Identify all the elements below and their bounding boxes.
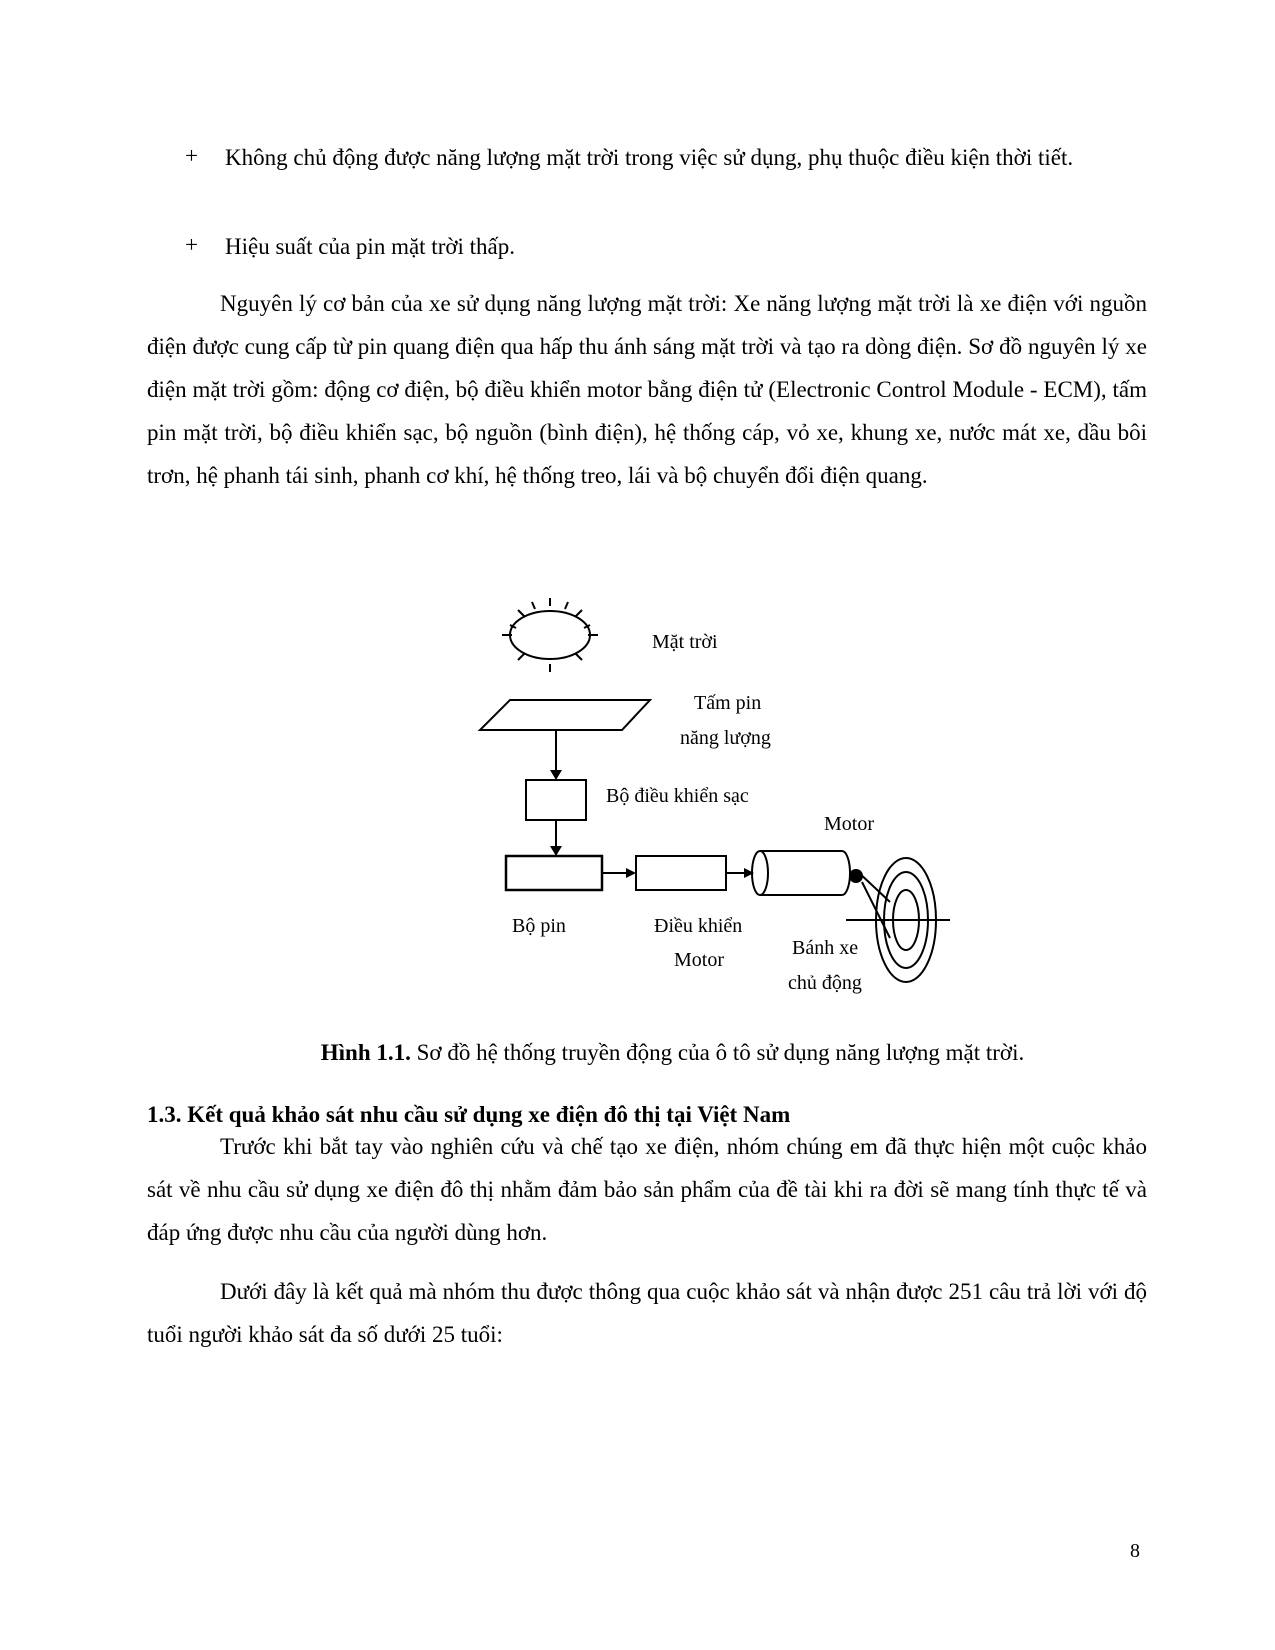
figure-caption [0,1040,1275,1066]
bullet-text-weather: Không chủ động được năng lượng mặt trời trong việc sử dụng, phụ thuộc điều kiện thời tiết. [225,145,1074,170]
page-number: 8 [1130,1540,1140,1562]
arrow-battery-to-controller [626,868,636,878]
charger-label: Bộ điều khiển sạc [606,785,749,807]
controller-label-line1: Điều khiển [654,915,743,937]
figure-caption-text: Sơ đồ hệ thống truyền động của ô tô sử dụng năng lượng mặt trời. [410,1040,1025,1065]
section-heading: 1.3. Kết quả khảo sát nhu cầu sử dụng xe điện đô thị tại Việt Nam [147,1102,791,1127]
bullet-marker: + [185,143,198,168]
motor-cylinder [752,851,850,895]
battery-label: Bộ pin [512,915,566,937]
panel-label-line2: năng lượng [680,727,771,749]
arrow-panel-to-charger [550,770,562,780]
sun-icon [502,598,598,672]
controller-label-line2: Motor [674,949,724,971]
solar-panel-shape [480,700,650,730]
battery-box [506,856,602,890]
sun-label: Mặt trời [652,631,718,653]
bullet-marker: + [185,232,198,257]
wheel-label-line1: Bánh xe [792,937,859,959]
controller-box [636,856,726,890]
charger-box [526,780,586,820]
wheel-label-line2: chủ động [788,972,862,994]
arrow-charger-to-battery [550,846,562,856]
principle-paragraph: Nguyên lý cơ bản của xe sử dụng năng lượng mặt trời: Xe năng lượng mặt trời là xe điện với nguồn điện được cung cấp từ pin quang điện qua hấp thu ánh sáng mặt trời và tạo ra dòng điện. Sơ đồ nguyên lý xe điện mặt trời gồm: động cơ điện, bộ điều khiển motor bằng điện tử (Electronic Control Module - ECM), tấm pin mặt trời, bộ điều khiển sạc, bộ nguồn (bình điện), hệ thống cáp, vỏ xe, khung xe, nước mát xe, dầu bôi trơn, hệ phanh tái sinh, phanh cơ khí, hệ thống treo, lái và bộ chuyển đổi điện quang. [147,291,1147,488]
survey-intro-paragraph: Trước khi bắt tay vào nghiên cứu và chế tạo xe điện, nhóm chúng em đã thực hiện một cuộc khảo sát về nhu cầu sử dụng xe điện đô thị nhằm đảm bảo sản phẩm của đề tài khi ra đời sẽ mang tính thực tế và đáp ứng được nhu cầu của người dùng hơn. [147,1134,1147,1245]
motor-label: Motor [824,813,874,835]
solar-car-drivetrain-diagram [470,590,1010,1010]
bullet-text-efficiency: Hiệu suất của pin mặt trời thấp. [225,234,516,259]
drive-wheel [846,858,950,982]
panel-label-line1: Tấm pin [694,692,762,714]
figure-caption-label: Hình 1.1. [320,1040,411,1065]
survey-results-paragraph: Dưới đây là kết quả mà nhóm thu được thông qua cuộc khảo sát và nhận được 251 câu trả lời với độ tuổi người khảo sát đa số dưới 25 tuổi: [147,1279,1147,1347]
